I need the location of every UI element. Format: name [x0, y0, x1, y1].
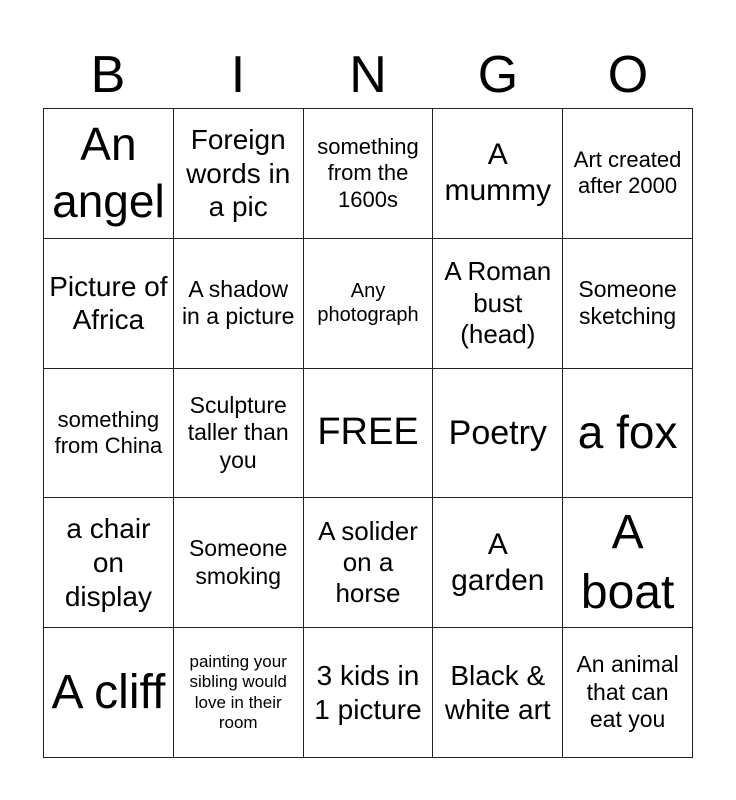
bingo-cell[interactable]: A Roman bust (head)	[433, 239, 563, 369]
bingo-cell[interactable]: Art created after 2000	[563, 109, 693, 239]
bingo-cell[interactable]: a chair on display	[44, 498, 174, 628]
bingo-board	[43, 108, 693, 758]
free-space-cell[interactable]: FREE	[304, 369, 434, 499]
bingo-cell[interactable]: Picture of Africa	[44, 239, 174, 369]
bingo-cell[interactable]: Someone smoking	[174, 498, 304, 628]
bingo-cell[interactable]: A shadow in a picture	[174, 239, 304, 369]
bingo-cell[interactable]: An angel	[44, 109, 174, 239]
bingo-cell[interactable]: A mummy	[433, 109, 563, 239]
header-letter-o: O	[607, 46, 649, 104]
header-letter-g: G	[477, 46, 519, 104]
bingo-cell[interactable]: Black & white art	[433, 628, 563, 758]
bingo-cell[interactable]: something from China	[44, 369, 174, 499]
bingo-cell[interactable]: 3 kids in 1 picture	[304, 628, 434, 758]
bingo-cell[interactable]: An animal that can eat you	[563, 628, 693, 758]
bingo-cell[interactable]: Any photograph	[304, 239, 434, 369]
header-letter-n: N	[349, 46, 387, 104]
bingo-cell[interactable]: Foreign words in a pic	[174, 109, 304, 239]
header-letter-b: B	[90, 46, 126, 104]
bingo-cell[interactable]: painting your sibling would love in their room	[174, 628, 304, 758]
bingo-header	[43, 40, 693, 110]
bingo-cell[interactable]: a fox	[563, 369, 693, 499]
bingo-cell[interactable]: Someone sketching	[563, 239, 693, 369]
bingo-cell[interactable]: A cliff	[44, 628, 174, 758]
header-letter-i: I	[230, 46, 246, 104]
bingo-cell[interactable]: A boat	[563, 498, 693, 628]
bingo-cell[interactable]: A garden	[433, 498, 563, 628]
bingo-cell[interactable]: Poetry	[433, 369, 563, 499]
bingo-cell[interactable]: A solider on a horse	[304, 498, 434, 628]
bingo-cell[interactable]: something from the 1600s	[304, 109, 434, 239]
bingo-cell[interactable]: Sculpture taller than you	[174, 369, 304, 499]
